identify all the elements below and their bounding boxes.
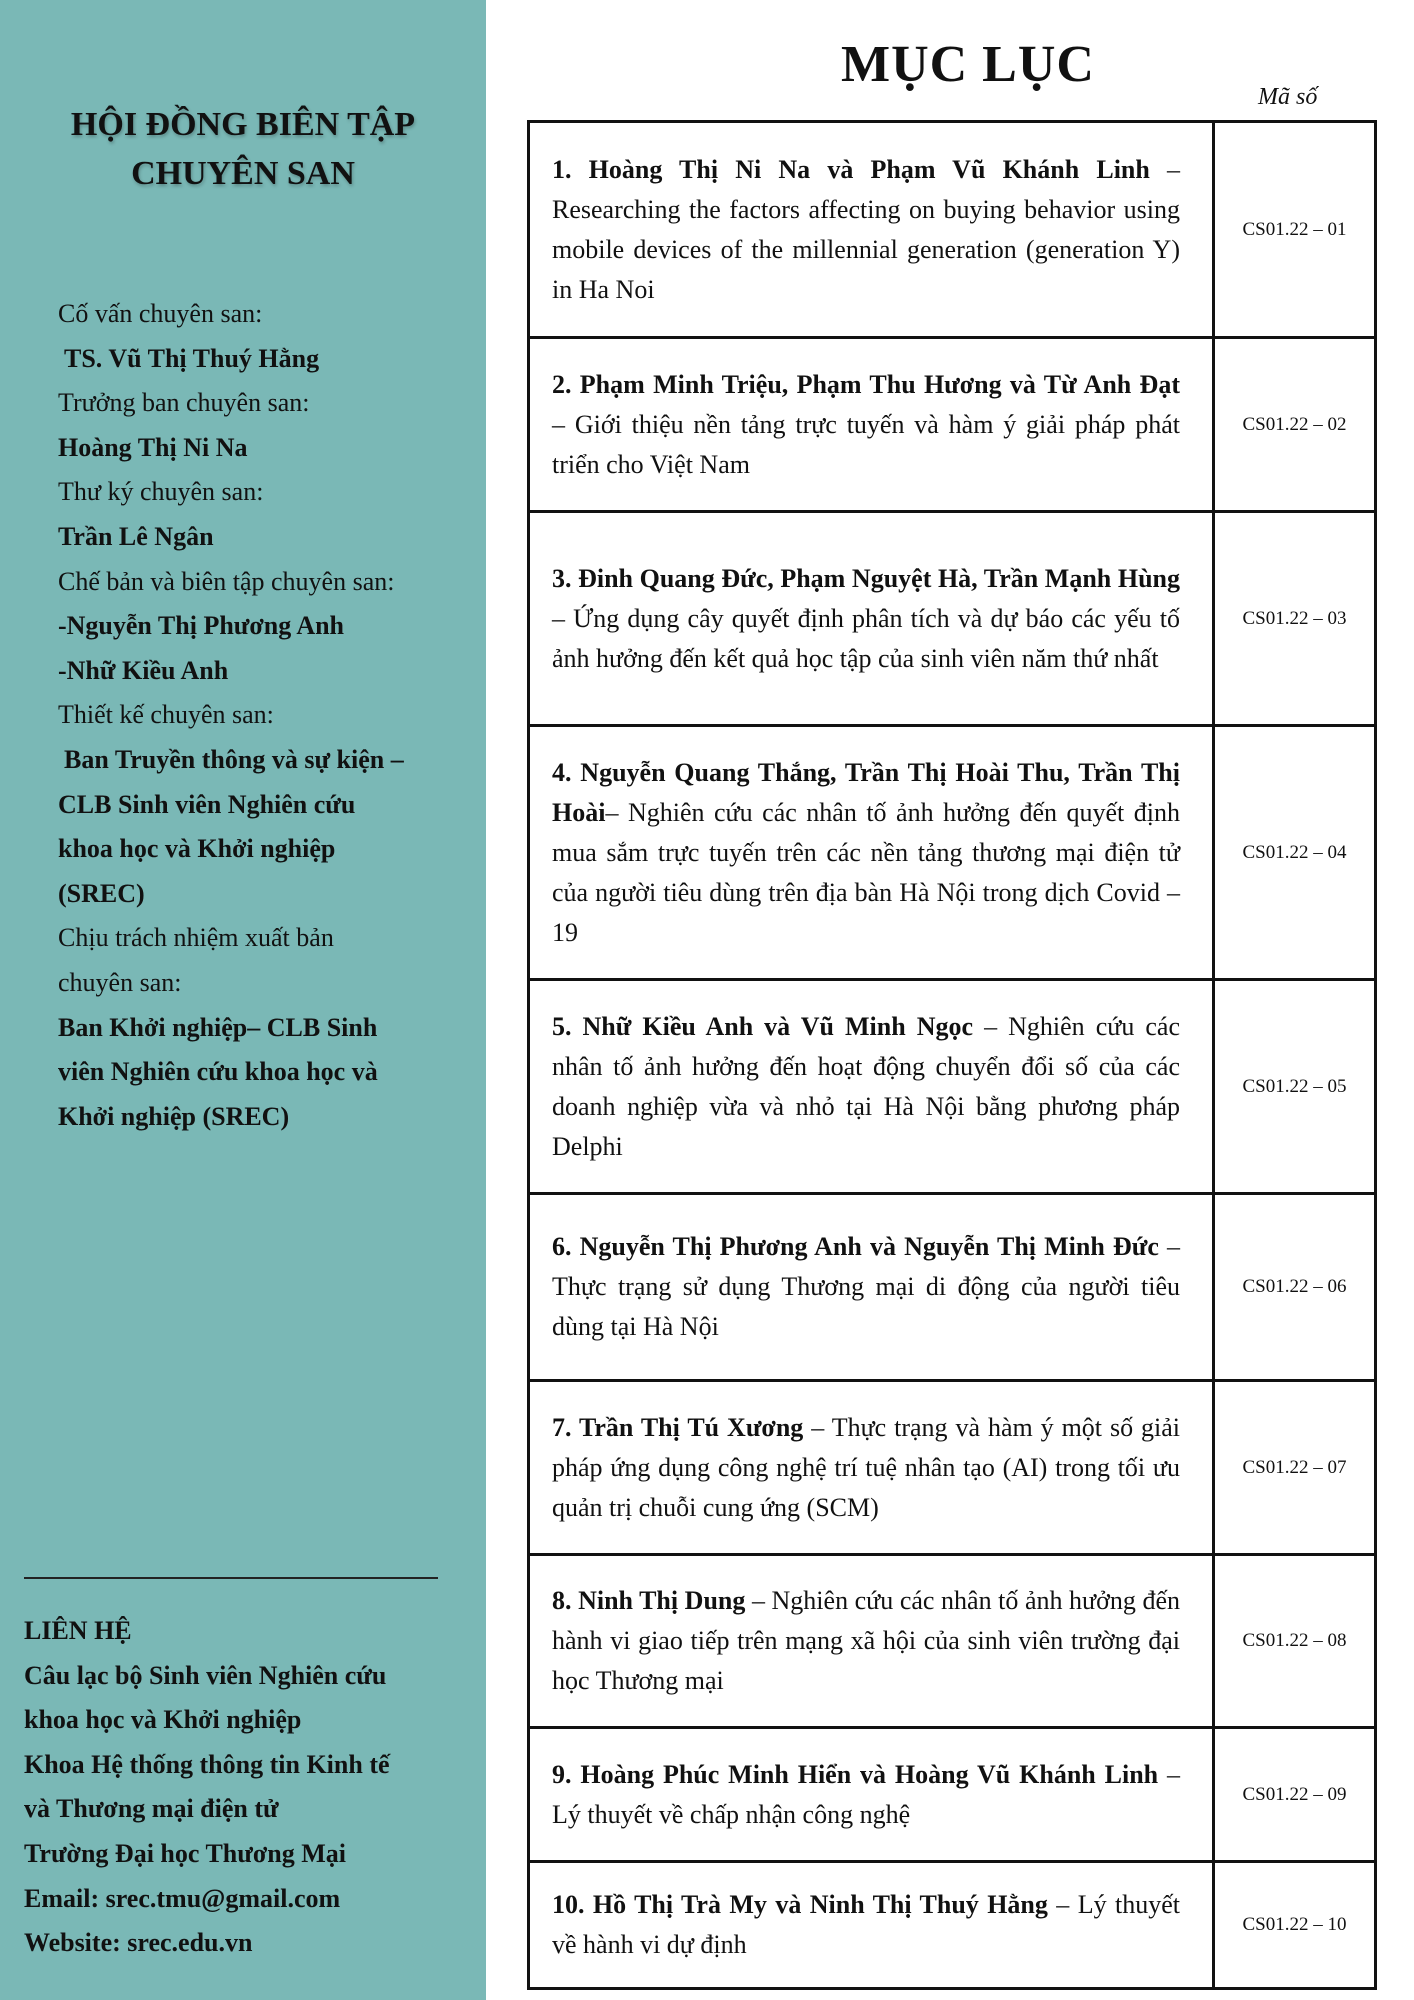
toc-entry[interactable] — [552, 150, 1180, 310]
entry-topic: – Nghiên cứu các nhân tố ảnh hưởng đến hành vi giao tiếp trên mạng xã hội của sinh viên trường đại học Thương mại — [552, 1586, 1180, 1695]
entry-code: CS01.22 – 09 — [1212, 1729, 1374, 1860]
board-title-line: CHUYÊN SAN — [131, 155, 355, 192]
toc-row — [530, 123, 1374, 336]
contact-email[interactable]: Email: srec.tmu@gmail.com — [24, 1883, 341, 1913]
staff-list — [58, 292, 458, 1139]
contact-line: Trường Đại học Thương Mại — [24, 1838, 346, 1868]
toc-entry[interactable] — [552, 1581, 1180, 1701]
toc-row — [530, 978, 1374, 1192]
entry-authors: 2. Phạm Minh Triệu, Phạm Thu Hương và Từ Anh Đạt — [552, 369, 1180, 399]
contact-heading: LIÊN HỆ — [24, 1616, 132, 1645]
contact-website[interactable]: Website: srec.edu.vn — [24, 1928, 253, 1958]
staff-name: Trần Lê Ngân — [58, 521, 214, 551]
contact-line: và Thương mại điện tử — [24, 1794, 279, 1824]
staff-role: Chịu trách nhiệm xuất bản — [58, 923, 334, 953]
editorial-board-title — [0, 100, 486, 198]
staff-name: viên Nghiên cứu khoa học và — [58, 1057, 378, 1087]
staff-name: Hoàng Thị Ni Na — [58, 432, 248, 462]
entry-code: CS01.22 – 10 — [1212, 1863, 1374, 1987]
staff-name: (SREC) — [58, 878, 145, 908]
entry-code: CS01.22 – 04 — [1212, 727, 1374, 978]
entry-code: CS01.22 – 06 — [1212, 1195, 1374, 1379]
toc-row — [530, 336, 1374, 510]
staff-name: Ban Truyền thông và sự kiện – — [64, 744, 404, 774]
toc-entry[interactable] — [552, 1227, 1180, 1347]
staff-role: Chế bản và biên tập chuyên san: — [58, 566, 395, 596]
toc-title: MỤC LỤC — [841, 36, 1095, 93]
entry-topic: – Thực trạng và hàm ý một số giải pháp ứng dụng công nghệ trí tuệ nhân tạo (AI) trong tối ưu quản trị chuỗi cung ứng (SCM) — [552, 1412, 1180, 1522]
contact-divider — [24, 1577, 438, 1579]
toc-row — [530, 1192, 1374, 1379]
staff-role: Trưởng ban chuyên san: — [58, 388, 310, 418]
entry-code: CS01.22 – 08 — [1212, 1556, 1374, 1726]
staff-name: khoa học và Khởi nghiệp — [58, 834, 336, 864]
toc-entry[interactable] — [552, 753, 1180, 953]
staff-name: -Nguyễn Thị Phương Anh — [58, 611, 345, 641]
toc-row — [530, 1379, 1374, 1553]
toc-entry[interactable] — [552, 1007, 1180, 1167]
staff-name: TS. Vũ Thị Thuý Hằng — [64, 343, 320, 373]
contact-block — [24, 1609, 474, 1966]
entry-topic: – Lý thuyết về hành vi dự định — [552, 1890, 1180, 1959]
code-column-header: Mã số — [1258, 84, 1318, 110]
staff-name: -Nhữ Kiều Anh — [58, 655, 229, 685]
toc-table — [527, 120, 1377, 1990]
entry-topic: – Nghiên cứu các nhân tố ảnh hưởng đến hoạt động chuyển đổi số của các doanh nghiệp vừa và nhỏ tại Hà Nội bằng phương pháp Delphi — [552, 1011, 1180, 1161]
entry-code: CS01.22 – 02 — [1212, 339, 1374, 510]
entry-code: CS01.22 – 01 — [1212, 123, 1374, 336]
entry-topic: – Thực trạng sử dụng Thương mại di động của người tiêu dùng tại Hà Nội — [552, 1232, 1180, 1341]
entry-topic: – Nghiên cứu các nhân tố ảnh hưởng đến quyết định mua sắm trực tuyến trên các nền tảng thương mại điện tử của người tiêu dùng trên địa bàn Hà Nội trong dịch Covid – 19 — [552, 797, 1180, 947]
toc-row — [530, 1553, 1374, 1726]
staff-name: Ban Khởi nghiệp– CLB Sinh — [58, 1012, 378, 1042]
toc-entry[interactable] — [552, 1408, 1180, 1528]
entry-authors: 3. Đinh Quang Đức, Phạm Nguyệt Hà, Trần Mạnh Hùng — [552, 563, 1180, 593]
entry-code: CS01.22 – 07 — [1212, 1382, 1374, 1553]
toc-row — [530, 724, 1374, 978]
contact-line: khoa học và Khởi nghiệp — [24, 1705, 302, 1735]
contact-line: Câu lạc bộ Sinh viên Nghiên cứu — [24, 1660, 387, 1690]
staff-role: Thiết kế chuyên san: — [58, 700, 274, 730]
toc-entry[interactable] — [552, 1755, 1180, 1835]
staff-name: CLB Sinh viên Nghiên cứu — [58, 789, 356, 819]
toc-row — [530, 1860, 1374, 1987]
editorial-sidebar — [0, 0, 486, 2000]
entry-authors: 5. Nhữ Kiều Anh và Vũ Minh Ngọc — [552, 1011, 974, 1041]
toc-row — [530, 1726, 1374, 1860]
staff-name: Khởi nghiệp (SREC) — [58, 1101, 290, 1131]
entry-topic: – Ứng dụng cây quyết định phân tích và dự báo các yếu tố ảnh hưởng đến kết quả học tập của sinh viên năm thứ nhất — [552, 603, 1180, 673]
staff-role: chuyên san: — [58, 967, 182, 997]
board-title-line: HỘI ĐỒNG BIÊN TẬP — [70, 106, 416, 143]
entry-authors: 10. Hồ Thị Trà My và Ninh Thị Thuý Hằng — [552, 1890, 1048, 1919]
toc-entry[interactable] — [552, 1885, 1180, 1965]
toc-row — [530, 510, 1374, 724]
toc-entry[interactable] — [552, 365, 1180, 485]
entry-authors: 4. Nguyễn Quang Thắng, Trần Thị Hoài Thu, Trần Thị Hoài — [552, 757, 1180, 827]
staff-role: Cố vấn chuyên san: — [58, 299, 263, 328]
entry-topic: – Lý thuyết về chấp nhận công nghệ — [552, 1759, 1181, 1829]
entry-code: CS01.22 – 03 — [1212, 513, 1374, 724]
entry-authors: 6. Nguyễn Thị Phương Anh và Nguyễn Thị Minh Đức — [552, 1232, 1159, 1261]
staff-role: Thư ký chuyên san: — [58, 477, 264, 507]
contact-line: Khoa Hệ thống thông tin Kinh tế — [24, 1749, 390, 1779]
entry-authors: 7. Trần Thị Tú Xương — [552, 1412, 804, 1442]
entry-code: CS01.22 – 05 — [1212, 981, 1374, 1192]
toc-entry[interactable] — [552, 559, 1180, 679]
entry-topic: – Researching the factors affecting on buying behavior using mobile devices of the millennial generation (generation Y) in Ha Noi — [552, 154, 1181, 304]
entry-topic: – Giới thiệu nền tảng trực tuyến và hàm ý giải pháp phát triển cho Việt Nam — [552, 409, 1180, 479]
entry-authors: 1. Hoàng Thị Ni Na và Phạm Vũ Khánh Linh — [552, 154, 1150, 184]
entry-authors: 8. Ninh Thị Dung — [552, 1586, 746, 1615]
entry-authors: 9. Hoàng Phúc Minh Hiển và Hoàng Vũ Khánh Linh — [552, 1759, 1159, 1789]
